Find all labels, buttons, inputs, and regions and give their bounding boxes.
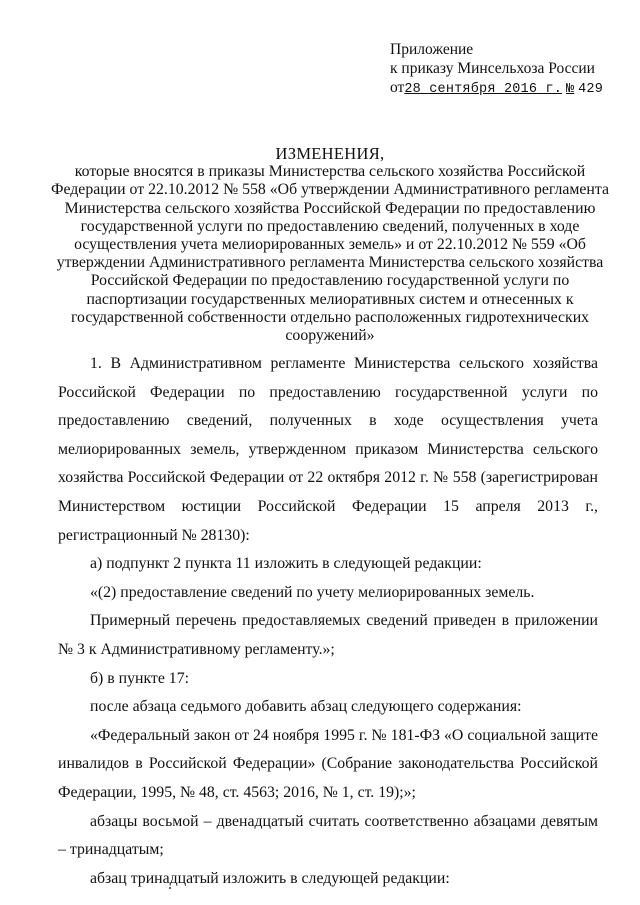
appendix-number-sign: № [565,82,575,97]
paragraph-2: а) подпункт 2 пункта 11 изложить в следующей редакции: [90,555,482,573]
paragraph-5: б) в пункте 17: [90,669,189,687]
document-heading: ИЗМЕНЕНИЯ, [275,144,385,163]
appendix-number: 429 [578,82,604,97]
appendix-line-3 [390,78,603,99]
paragraph-6: после абзаца седьмого добавить абзац следующего содержания: [90,698,522,716]
document-subtitle: которые вносятся в приказы Министерства сельского хозяйства Российской Федерации от 22.10.2012 № 558 «Об утверждении Административного регламента Министерства сельского хозяйства Российской Федерации по предоставлению государственной услуги по предоставлению сведений, полученных в ходе осуществления учета мелиорированных земель» и от 22.10.2012 № 559 «Об утверждении Административного регламента Министерства сельского хозяйства Российской Федерации по предоставлению государственной услуги по паспортизации государственных мелиоративных систем и отнесенных к государственной собственности отдельно расположенных гидротехнических сооружений» [50,163,609,345]
appendix-line-2: к приказу Минсельхоза России [390,60,595,77]
appendix-line-1: Приложение [390,41,474,58]
appendix-date-prefix: от [390,79,405,96]
paragraph-1: 1. В Административном регламенте Министерства сельского хозяйства Российской Федерации по предоставлению государственной услуги по предоставлению сведений, полученных в ходе осуществления учета мелиорированных земель, утвержденном приказом Министерства сельского хозяйства Российской Федерации от 22 октября 2012 г. № 558 (зарегистрирован Министерством юстиции Российской Федерации 15 апреля 2013 г., регистрационный № 28130): [58,355,598,544]
document-title-block [40,145,620,345]
appendix-date: 28 сентября 2016 г. [404,82,563,97]
paragraph-4: Примерный перечень предоставляемых сведений приведен в приложении № 3 к Административному регламенту.»; [58,612,598,658]
appendix-block [390,40,603,99]
paragraph-3: «(2) предоставление сведений по учету мелиорированных земель. [90,583,535,601]
paragraph-7: «Федеральный закон от 24 ноября 1995 г. № 181-ФЗ «О социальной защите инвалидов в Российской Федерации» (Собрание законодательства Российской Федерации, 1995, № 48, ст. 4563; 2016, № 1, ст. 19);»; [58,726,598,801]
paragraph-8: абзацы восьмой – двенадцатый считать соответственно абзацами девятым – тринадцатым; [58,812,598,859]
document-body [58,350,598,893]
scan-speck [169,887,171,889]
paragraph-9: абзац тринадцатый изложить в следующей редакции: [90,869,450,887]
